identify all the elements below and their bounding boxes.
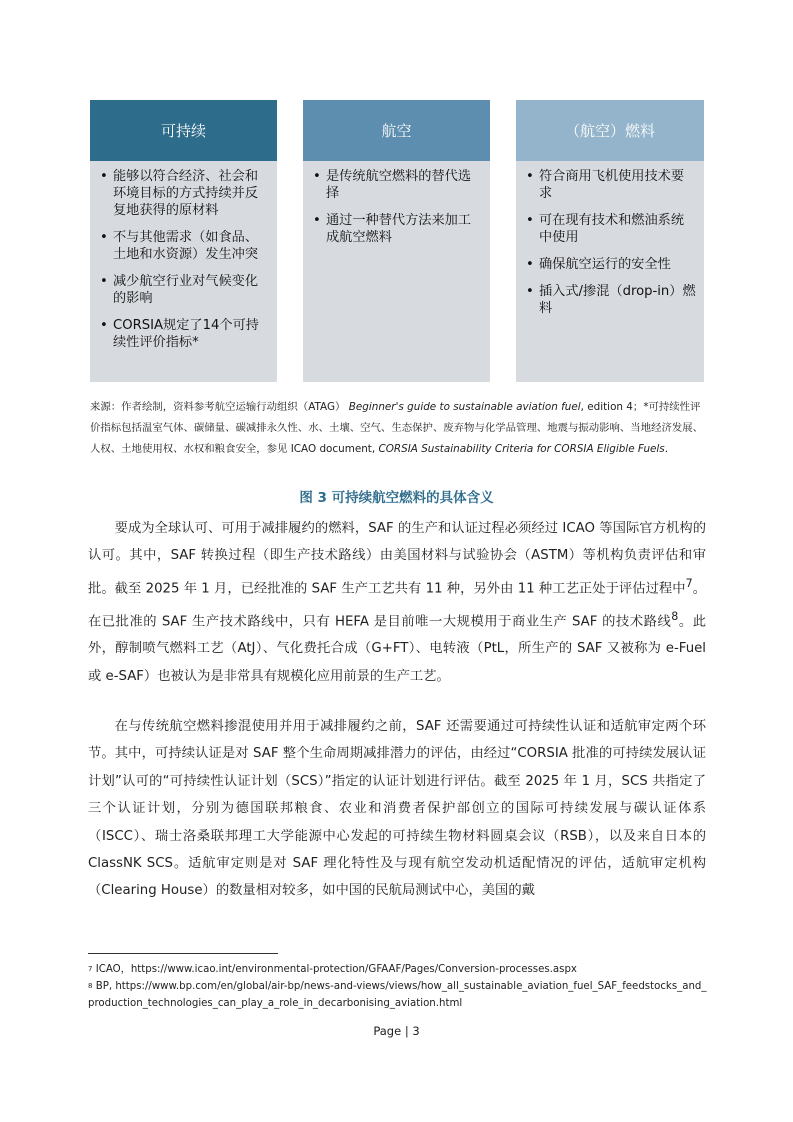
list-item: • 是传统航空燃料的替代选择 <box>313 168 482 202</box>
card-title: 航空 <box>303 100 490 161</box>
body-paragraph: 要成为全球认可、可用于减排履约的燃料，SAF 的生产和认证过程必须经过 ICAO 等国际官方机构的认可。其中，SAF 转换过程（即生产技术路线）由美国材料与试验协会（ASTM）等机构负责评估和审批。截至 2025 年 1 月，已经批准的 SAF 生产工艺共有 11 种，另外由 11 种工艺正处于评估过程中$^7$。在已批准的 SAF 生产技术路线中，只有 HEFA 是目前唯一大规模用于商业生产 SAF 的技术路线$^8$。此外，醇制喷气燃料工艺（AtJ）、气化费托合成（G+FT）、电转液（PtL，所生产的 SAF 又被称为 e-Fuel 或 e-SAF）也被认为是非常具有规模化应用前景的生产工艺。 <box>88 521 707 684</box>
list-item: • 符合商用飞机使用技术要求 <box>526 168 696 202</box>
list-item: • 能够以符合经济、社会和环境目标的方式持续并反复地获得的原材料 <box>100 168 269 219</box>
list-item: • 通过一种替代方法来加工成航空燃料 <box>313 212 482 246</box>
card-list <box>526 168 696 317</box>
list-item: • CORSIA规定了14个可持续性评价指标* <box>100 317 269 351</box>
figure-source-note: 来源：作者绘制，资料参考航空运输行动组织（ATAG） Beginner's guide to sustainable aviation fuel, edition 4；*可持续性评价指标包括温室气体、碳储量、碳减排永久性、水、土壤、空气、生态保护、废弃物与化学品管理、地震与振动影响、当地经济发展、人权、土地使用权、水权和粮食安全，参见 ICAO document, CORSIA Sustainability Criteria for CORSIA Eligible Fuels. <box>90 401 704 455</box>
card-list <box>100 168 269 351</box>
card-list <box>313 168 482 246</box>
footnote-ref[interactable]: 8 <box>671 609 679 623</box>
footnote-ref[interactable]: 7 <box>685 576 693 590</box>
card-title: 可持续 <box>90 100 277 161</box>
card-title: （航空）燃料 <box>516 100 704 161</box>
list-item: • 可在现有技术和燃油系统中使用 <box>526 212 696 246</box>
footnote-divider <box>88 953 278 954</box>
footnote-item: $^8$ BP, https://www.bp.com/en/global/air-bp/news-and-views/views/how_all_sustainable_aviation_fuel_SAF_feedstocks_and_production_technologies_can_play_a_role_in_decarbonising_aviation.html <box>88 981 707 1009</box>
footnotes <box>88 961 708 1012</box>
list-item: • 插入式/掺混（drop-in）燃料 <box>526 283 696 317</box>
card-fuel <box>516 100 704 382</box>
figure-caption: 图 3 可持续航空燃料的具体含义 <box>299 490 494 506</box>
card-aviation <box>303 100 490 382</box>
footnote-item: $^7$ ICAO，https://www.icao.int/environmental-protection/GFAAF/Pages/Conversion-processes.aspx <box>88 964 577 975</box>
source-title-atag: Beginner's guide to sustainable aviation fuel <box>348 401 581 413</box>
list-item: • 减少航空行业对气候变化的影响 <box>100 273 269 307</box>
definition-cards <box>90 100 704 382</box>
card-sustainable <box>90 100 277 382</box>
list-item: • 不与其他需求（如食品、土地和水资源）发生冲突 <box>100 229 269 263</box>
list-item: • 确保航空运行的安全性 <box>526 256 696 273</box>
page-number: Page | 3 <box>373 1024 420 1038</box>
body-paragraph: 在与传统航空燃料掺混使用并用于减排履约之前，SAF 还需要通过可持续性认证和适航审定两个环节。其中，可持续认证是对 SAF 整个生命周期减排潜力的评估，由经过“CORSIA 批准的可持续发展认证计划”认可的“可持续性认证计划（SCS）”指定的认证计划进行评估。截至 2025 年 1 月，SCS 共指定了三个认证计划，分别为德国联邦粮食、农业和消费者保护部创立的国际可持续发展与碳认证体系（ISCC）、瑞士洛桑联邦理工大学能源中心发起的可持续生物材料圆桌会议（RSB），以及来自日本的 ClassNK SCS。适航审定则是对 SAF 理化特性及与现有航空发动机适配情况的评估，适航审定机构（Clearing House）的数量相对较多，如中国的民航局测试中心，美国的戴 <box>88 719 706 899</box>
source-title-icao: CORSIA Sustainability Criteria for CORSIA Eligible Fuels <box>378 443 665 455</box>
